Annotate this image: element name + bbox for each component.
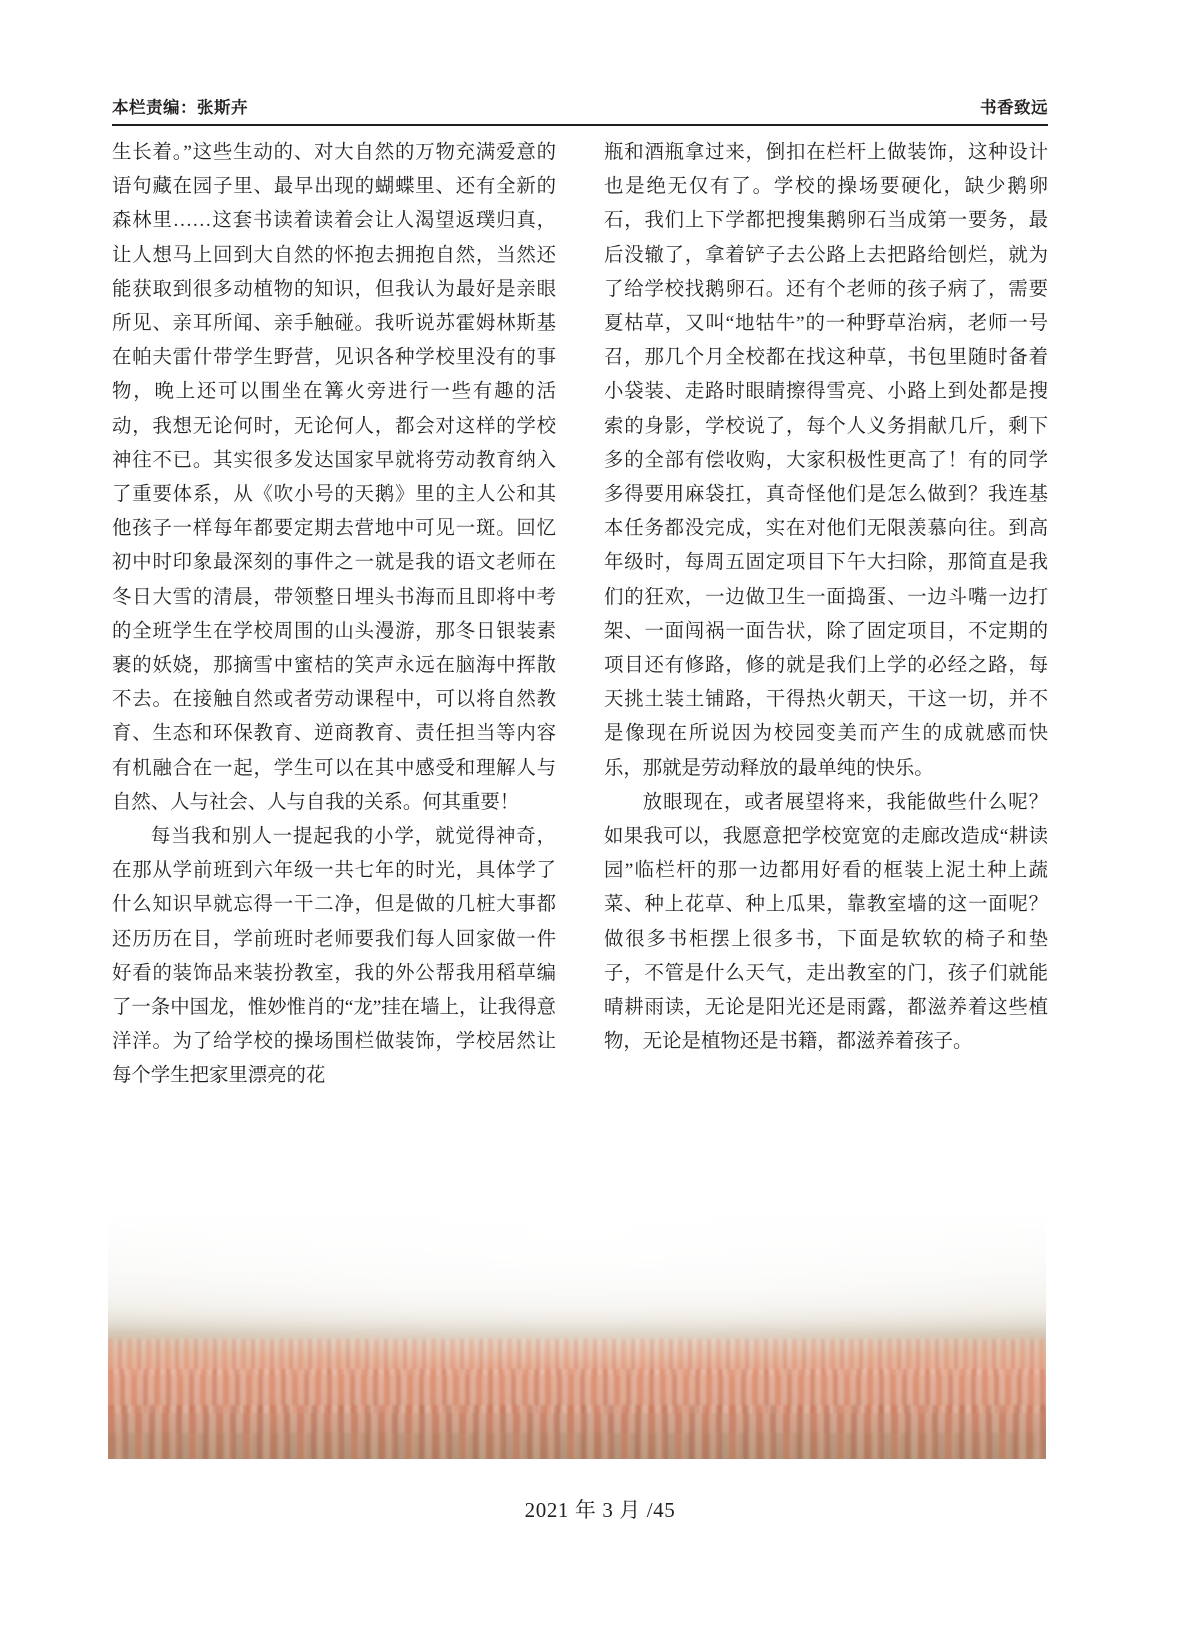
paragraph: 每当我和别人一提起我的小学，就觉得神奇，在那从学前班到六年级一共七年的时光，具体学了什么知识早就忘得一干二净，但是做的几桩大事都还历历在目，学前班时老师要我们每人回家做一件好看的装饰品来装扮教室，我的外公帮我用稻草编了一条中国龙，惟妙惟肖的“龙”挂在墙上，让我得意洋洋。为了给学校的操场围栏做装饰，学校居然让每个学生把家里漂亮的花 [112, 826, 556, 1087]
photo-texture-band [108, 1433, 1046, 1459]
tulip-field-photo [108, 1219, 1046, 1459]
left-column [112, 136, 556, 1176]
page-footer [0, 1494, 1200, 1524]
section-label: 书香致远 [980, 98, 1048, 117]
paragraph: 瓶和酒瓶拿过来，倒扣在栏杆上做装饰，这种设计也是绝无仅有了。学校的操场要硬化，缺少鹅卵石，我们上下学都把搜集鹅卵石当成第一要务，最后没辙了，拿着铲子去公路上去把路给刨烂，就为了给学校找鹅卵石。还有个老师的孩子病了，需要夏枯草，又叫“地牯牛”的一种野草治病，老师一号召，那几个月全校都在找这种草，书包里随时备着小袋装、走路时眼睛擦得雪亮、小路上到处都是搜索的身影，学校说了，每个人义务捐献几斤，剩下多的全部有偿收购，大家积极性更高了！有的同学多得要用麻袋扛，真奇怪他们是怎么做到？我连基本任务都没完成，实在对他们无限羡慕向往。到高年级时，每周五固定项目下午大扫除，那简直是我们的狂欢，一边做卫生一面捣蛋、一边斗嘴一边打架、一面闯祸一面告状，除了固定项目，不定期的项目还有修路，修的就是我们上学的必经之路，每天挑土装土铺路，干得热火朝天，干这一切，并不是像现在所说因为校园变美而产生的成就感而快乐，那就是劳动释放的最单纯的快乐。 [604, 142, 1048, 779]
paragraph: 放眼现在，或者展望将来，我能做些什么呢？如果我可以，我愿意把学校宽宽的走廊改造成“耕读园”临栏杆的那一边都用好看的框装上泥土种上蔬菜、种上花草、种上瓜果，靠教室墙的这一面呢？做很多书柜摆上很多书，下面是软软的椅子和垫子，不管是什么天气，走出教室的门，孩子们就能晴耕雨读，无论是阳光还是雨露，都滋养着这些植物，无论是植物还是书籍，都滋养着孩子。 [604, 791, 1048, 1053]
photo-image [108, 1219, 1046, 1459]
right-column [604, 136, 1048, 1176]
page-number-line: 2021 年 3 月 /45 [524, 1498, 676, 1522]
column-editor-label: 本栏责编：张斯卉 [112, 98, 248, 117]
header-divider [112, 124, 1048, 126]
paragraph: 生长着。”这些生动的、对大自然的万物充满爱意的语句藏在园子里、最早出现的蝴蝶里、还有全新的森林里……这套书读着读着会让人渴望返璞归真，让人想马上回到大自然的怀抱去拥抱自然，当然还能获取到很多动植物的知识，但我认为最好是亲眼所见、亲耳所闻、亲手触碰。我听说苏霍姆林斯基在帕夫雷什带学生野营，见识各种学校里没有的事物，晚上还可以围坐在篝火旁进行一些有趣的活动，我想无论何时，无论何人，都会对这样的学校神往不已。其实很多发达国家早就将劳动教育纳入了重要体系，从《吹小号的天鹅》里的主人公和其他孩子一样每年都要定期去营地中可见一斑。回忆初中时印象最深刻的事件之一就是我的语文老师在冬日大雪的清晨，带领整日埋头书海而且即将中考的全班学生在学校周围的山头漫游，那冬日银装素裹的妖娆，那摘雪中蜜桔的笑声永远在脑海中挥散不去。在接触自然或者劳动课程中，可以将自然教育、生态和环保教育、逆商教育、责任担当等内容有机融合在一起，学生可以在其中感受和理解人与自然、人与社会、人与自我的关系。何其重要！ [112, 142, 556, 813]
page-header [112, 84, 1048, 118]
article-body [112, 136, 1048, 1176]
